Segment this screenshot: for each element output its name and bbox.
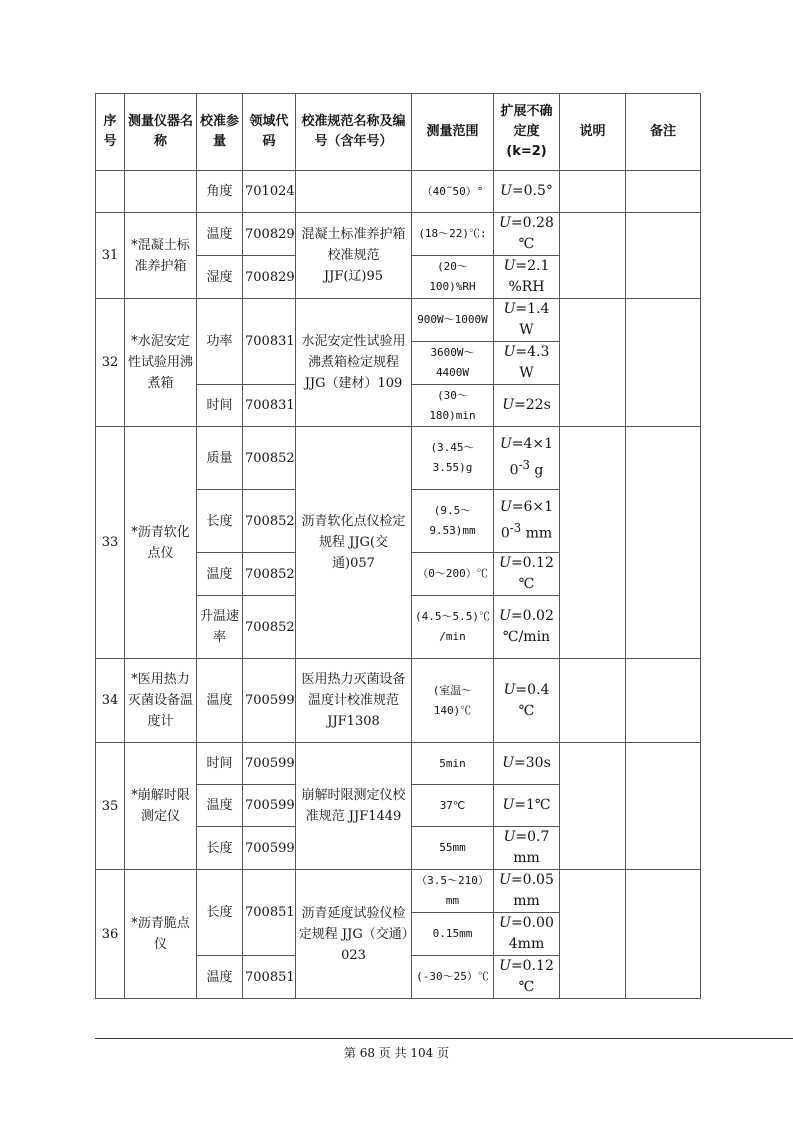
cell-uncertainty xyxy=(494,870,560,913)
cell-desc xyxy=(560,427,626,659)
cell-param: 质量 xyxy=(197,427,243,490)
unc-symbol: U xyxy=(499,915,511,931)
cell-range: (-30～25）℃ xyxy=(412,956,494,999)
unc-value: =0.12 ℃ xyxy=(510,958,554,995)
cell-remark xyxy=(626,213,701,299)
header-code: 领域代码 xyxy=(243,94,296,171)
cell-uncertainty xyxy=(494,956,560,999)
header-param: 校准参量 xyxy=(197,94,243,171)
cell-uncertainty xyxy=(494,743,560,785)
unc-value: =0.02 ℃/min xyxy=(502,608,554,645)
unc-value: =0.7 mm xyxy=(513,829,550,866)
unc-exponent: -3 xyxy=(518,458,530,473)
unc-symbol: U xyxy=(503,301,516,317)
cell-range: 55mm xyxy=(412,827,494,870)
cell-range: （3.5～210）mm xyxy=(412,870,494,913)
cell-seq: 33 xyxy=(96,427,125,659)
cell-seq xyxy=(96,171,125,213)
cell-uncertainty xyxy=(494,553,560,596)
cell-param: 温度 xyxy=(197,956,243,999)
unc-symbol: U xyxy=(499,436,512,453)
cell-remark xyxy=(626,743,701,870)
unc-symbol: U xyxy=(499,555,511,571)
cell-uncertainty xyxy=(494,256,560,299)
cell-range: (3.45～3.55)g xyxy=(412,427,494,490)
cell-param: 温度 xyxy=(197,553,243,596)
cell-code: 700829 xyxy=(243,213,296,256)
cell-desc xyxy=(560,659,626,743)
cell-param: 长度 xyxy=(197,827,243,870)
unc-value: =2.1 %RH xyxy=(508,258,550,295)
unc-symbol: U xyxy=(502,755,515,771)
cell-spec: 沥青延度试验仪检定规程 JJG（交通）023 xyxy=(296,870,412,999)
cell-remark xyxy=(626,427,701,659)
cell-uncertainty xyxy=(494,213,560,256)
cell-range: （0～200）℃ xyxy=(412,553,494,596)
cell-param: 功率 xyxy=(197,299,243,385)
unc-value: =6×1 xyxy=(511,499,554,516)
table-row xyxy=(96,213,701,256)
cell-param: 温度 xyxy=(197,785,243,827)
table-row xyxy=(96,299,701,342)
unc-value: =1.4 W xyxy=(515,301,550,338)
cell-range: (9.5～9.53)mm xyxy=(412,490,494,553)
cell-code: 700599 xyxy=(243,827,296,870)
cell-code: 700829 xyxy=(243,256,296,299)
unc-value: =0.5° xyxy=(511,183,553,199)
cell-range: 5min xyxy=(412,743,494,785)
header-row xyxy=(96,94,701,171)
unc-symbol: U xyxy=(502,797,515,813)
cell-code: 700599 xyxy=(243,785,296,827)
cell-param: 长度 xyxy=(197,870,243,956)
unc-unit: mm xyxy=(521,525,553,542)
unc-symbol: U xyxy=(503,829,516,845)
unc-value: =0.00 4mm xyxy=(508,915,554,952)
cell-param: 湿度 xyxy=(197,256,243,299)
cell-remark xyxy=(626,659,701,743)
unc-unit: g xyxy=(529,462,544,479)
cell-seq: 36 xyxy=(96,870,125,999)
cell-seq: 34 xyxy=(96,659,125,743)
cell-desc xyxy=(560,299,626,427)
cell-code: 700831 xyxy=(243,299,296,385)
cell-desc xyxy=(560,213,626,299)
cell-uncertainty: U=6×1 $0^{-3}$ mm xyxy=(494,490,560,553)
cell-range: 900W～1000W xyxy=(412,299,494,342)
header-seq: 序号 xyxy=(96,94,125,171)
cell-seq: 31 xyxy=(96,213,125,299)
footer-divider xyxy=(95,1038,793,1039)
cell-param: 升温速率 xyxy=(197,596,243,659)
unc-exponent: -3 xyxy=(509,521,522,536)
header-instrument: 测量仪器名称 xyxy=(125,94,197,171)
unc-symbol: U xyxy=(503,681,516,698)
unc-value: =0.28 ℃ xyxy=(510,215,554,252)
cell-code: 700599 xyxy=(243,659,296,743)
cell-uncertainty xyxy=(494,385,560,427)
cell-range: (20～100)%RH xyxy=(412,256,494,299)
cell-code: 700852 xyxy=(243,553,296,596)
table-row xyxy=(96,870,701,913)
unc-symbol: U xyxy=(499,499,512,516)
cell-range: 0.15mm xyxy=(412,913,494,956)
cell-instrument: *沥青软化点仪 xyxy=(125,427,197,659)
cell-instrument xyxy=(125,171,197,213)
cell-param: 温度 xyxy=(197,213,243,256)
calibration-table xyxy=(95,93,701,999)
cell-uncertainty xyxy=(494,659,560,743)
cell-code: 700851 xyxy=(243,870,296,956)
cell-range: (室温～140)℃ xyxy=(412,659,494,743)
cell-uncertainty xyxy=(494,913,560,956)
cell-remark xyxy=(626,299,701,427)
unc-symbol: U xyxy=(499,608,511,624)
cell-remark xyxy=(626,870,701,999)
cell-desc xyxy=(560,171,626,213)
unc-value: =1℃ xyxy=(514,797,551,813)
unc-symbol: U xyxy=(503,258,516,274)
cell-uncertainty xyxy=(494,299,560,342)
cell-instrument: *沥青脆点仪 xyxy=(125,870,197,999)
unc-symbol: U xyxy=(499,215,511,231)
header-spec: 校准规范名称及编号（含年号） xyxy=(296,94,412,171)
cell-desc xyxy=(560,870,626,999)
cell-code: 701024 xyxy=(243,171,296,213)
cell-param: 长度 xyxy=(197,490,243,553)
cell-range: (18～22)℃: xyxy=(412,213,494,256)
table-row xyxy=(96,659,701,743)
cell-uncertainty xyxy=(494,171,560,213)
page-number: 第 68 页 共 104 页 xyxy=(343,1046,450,1060)
unc-value: =4×1 xyxy=(511,436,554,453)
cell-uncertainty xyxy=(494,342,560,385)
unc-value: =4.3 W xyxy=(515,344,550,381)
cell-range: (30～180)min xyxy=(412,385,494,427)
unc-value: =0.4 ℃ xyxy=(515,681,550,719)
cell-uncertainty xyxy=(494,785,560,827)
cell-uncertainty xyxy=(494,596,560,659)
cell-spec: 沥青软化点仪检定规程 JJG(交通)057 xyxy=(296,427,412,659)
cell-spec xyxy=(296,171,412,213)
cell-seq: 32 xyxy=(96,299,125,427)
cell-spec: 水泥安定性试验用沸煮箱检定规程 JJG（建材）109 xyxy=(296,299,412,427)
cell-range: (4.5～5.5)℃ /min xyxy=(412,596,494,659)
cell-instrument: *混凝土标准养护箱 xyxy=(125,213,197,299)
cell-spec: 崩解时限测定仪校准规范 JJF1449 xyxy=(296,743,412,870)
cell-instrument: *水泥安定性试验用沸煮箱 xyxy=(125,299,197,427)
cell-desc xyxy=(560,743,626,870)
unc-value: =0.12 ℃ xyxy=(510,555,554,592)
unc-value: =22s xyxy=(514,397,551,413)
unc-value: =0.05 mm xyxy=(510,872,554,909)
header-uncertainty: 扩展不确定度(k=2) xyxy=(494,94,560,171)
cell-seq: 35 xyxy=(96,743,125,870)
unc-symbol: U xyxy=(499,872,511,888)
unc-symbol: U xyxy=(502,397,515,413)
cell-code: 700851 xyxy=(243,956,296,999)
cell-param: 时间 xyxy=(197,743,243,785)
unc-symbol: U xyxy=(503,344,516,360)
cell-code: 700852 xyxy=(243,596,296,659)
header-desc: 说明 xyxy=(560,94,626,171)
header-remark: 备注 xyxy=(626,94,701,171)
cell-instrument: *崩解时限测定仪 xyxy=(125,743,197,870)
cell-range: （40˜50）° xyxy=(412,171,494,213)
unc-symbol: U xyxy=(499,958,511,974)
cell-code: 700599 xyxy=(243,743,296,785)
table-row xyxy=(96,427,701,490)
cell-spec: 医用热力灭菌设备温度计校准规范 JJF1308 xyxy=(296,659,412,743)
cell-uncertainty xyxy=(494,827,560,870)
cell-range: 37℃ xyxy=(412,785,494,827)
cell-range: 3600W～4400W xyxy=(412,342,494,385)
cell-code: 700852 xyxy=(243,490,296,553)
cell-instrument: *医用热力灭菌设备温度计 xyxy=(125,659,197,743)
cell-remark xyxy=(626,171,701,213)
cell-param: 角度 xyxy=(197,171,243,213)
table-row xyxy=(96,743,701,785)
table-row xyxy=(96,171,701,213)
cell-code: 700852 xyxy=(243,427,296,490)
cell-code: 700831 xyxy=(243,385,296,427)
header-range: 测量范围 xyxy=(412,94,494,171)
cell-param: 时间 xyxy=(197,385,243,427)
cell-param: 温度 xyxy=(197,659,243,743)
unc-symbol: U xyxy=(500,183,512,199)
unc-value: =30s xyxy=(514,755,551,771)
cell-spec: 混凝土标准养护箱校准规范 JJF(辽)95 xyxy=(296,213,412,299)
cell-uncertainty: U=4×1 $0^{-3}$ g xyxy=(494,427,560,490)
